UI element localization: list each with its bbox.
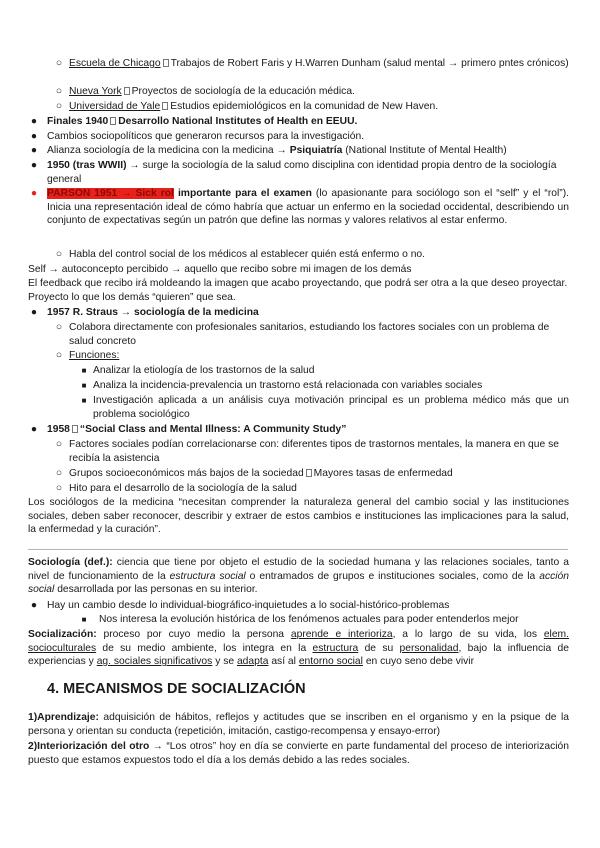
list-item: Investigación aplicada a un análisis cuya motivación principal es un problema médico más que un problema sociológico <box>93 395 569 420</box>
list-item: Nueva York Proyectos de sociología de la educación médica. <box>69 86 355 97</box>
hollow-bullet-icon: ○ <box>55 350 63 361</box>
paragraph-interiorizacion: 2)Interiorización del otro → “Los otros” hoy en día se convierte en parte fundamental del proceso de interiorización puesto que estamos expuestos todo el día a los demás debido a las redes sociales. <box>28 741 569 766</box>
definition-socializacion: Socialización: proceso por cuyo medio la persona aprende e interioriza, a lo largo de su vida, los elem. socioculturales de su medio ambiente, los integra en la estructura de su personalidad, bajo la influencia de experiencias y ag. sociales significativos y se adapta así al entorno social en cuyo seno debe vivir <box>28 629 569 668</box>
bullet-icon: ● <box>30 116 38 127</box>
square-bullet-icon: ■ <box>81 381 87 390</box>
square-bullet-icon: ■ <box>81 615 87 624</box>
hollow-bullet-icon: ○ <box>55 439 63 450</box>
list-item: Alianza sociología de la medicina con la medicina → Psiquiatría (National Institute of Mental Health) <box>47 145 507 156</box>
paragraph-aprendizaje: 1)Aprendizaje: adquisición de hábitos, reflejos y actitudes que se inscriben en el organismo y en la psique de la persona y orientan su conducta (repetición, imitación, castigo-recompensa y ensayo-error) <box>28 712 569 737</box>
hollow-bullet-icon: ○ <box>55 468 63 479</box>
bullet-icon: ● <box>30 424 38 435</box>
list-item: Grupos socioeconómicos más bajos de la sociedad Mayores tasas de enfermedad <box>69 468 453 479</box>
list-item: 1957 R. Straus → sociología de la medicina <box>47 307 259 318</box>
list-item: Hito para el desarrollo de la sociología de la salud <box>69 483 297 494</box>
missing-glyph-icon <box>306 469 312 477</box>
list-item: 1950 (tras WWII) → surge la sociología de la salud como disciplina con identidad propia dentro de la sociología general <box>47 160 557 185</box>
hollow-bullet-icon: ○ <box>55 86 63 97</box>
list-item: Finales 1940 Desarrollo National Institutes of Health en EEUU. <box>47 116 358 127</box>
list-item: Hay un cambio desde lo individual-biográfico-inquietudes a lo social-histórico-problemas <box>47 600 450 611</box>
hollow-bullet-icon: ○ <box>55 101 63 112</box>
list-item: Cambios sociopolíticos que generaron recursos para la investigación. <box>47 131 365 142</box>
quote-paragraph: Los sociólogos de la medicina “necesitan comprender la naturaleza general del cambio social y las instituciones sociales, deben saber reconocer, describir y extraer de estos cambios e instituciones las implicaciones para la salud, la enfermedad y la curación”. <box>28 497 569 536</box>
paragraph: El feedback que recibo irá moldeando la imagen que acabo proyectando, que podrá ser otra a la que deseo proyectar. Proyecto lo que los demás “quieren” que sea. <box>28 278 568 303</box>
list-item: Analizar la etiología de los trastornos de la salud <box>93 365 315 376</box>
paragraph: Self → autoconcepto percibido → aquello que recibo sobre mi imagen de los demás <box>28 264 412 275</box>
hollow-bullet-icon: ○ <box>55 249 63 260</box>
bullet-icon: ● <box>30 600 38 611</box>
square-bullet-icon: ■ <box>81 396 87 405</box>
bullet-icon: ● <box>30 160 38 171</box>
missing-glyph-icon <box>72 425 78 433</box>
missing-glyph-icon <box>110 117 116 125</box>
hollow-bullet-icon: ○ <box>55 322 63 333</box>
list-item: 1958 “Social Class and Mental Illness: A Community Study” <box>47 424 347 435</box>
list-item: Universidad de Yale Estudios epidemiológicos en la comunidad de New Haven. <box>69 101 439 112</box>
missing-glyph-icon <box>163 59 169 67</box>
list-item: Habla del control social de los médicos al establecer quién está enfermo o no. <box>69 249 426 260</box>
bullet-icon: ● <box>30 131 38 142</box>
bullet-icon: ● <box>30 307 38 318</box>
list-item: Factores sociales podían correlacionarse con: diferentes tipos de trastornos mentales, la manera en que se recibía la asistencia <box>69 439 559 464</box>
hollow-bullet-icon: ○ <box>55 483 63 494</box>
missing-glyph-icon <box>162 102 168 110</box>
missing-glyph-icon <box>124 87 130 95</box>
square-bullet-icon: ■ <box>81 366 87 375</box>
list-item: Escuela de Chicago Trabajos de Robert Faris y H.Warren Dunham (salud mental → primero pntes crónicos) <box>69 58 569 69</box>
hollow-bullet-icon: ○ <box>55 58 63 69</box>
list-item-parson: PARSON 1951 → Sick rol importante para el examen (lo apasionante para sociólogo son el “self” y el “rol”). Inicia una representación ideal de cómo habría que actuar un enfermo en la sociedad occidental, describiendo un conjunto de expectativas según un patrón que define las normas y valores relativos al estar enfermo. <box>47 188 569 227</box>
definition-sociologia: Sociología (def.): ciencia que tiene por objeto el estudio de la sociedad humana y las relaciones sociales, tanto a nivel de funcionamiento de la estructura social o entramados de grupos e instituciones sociales, como de la acción social desarrollada por las personas en su interior. <box>28 557 569 596</box>
list-item: Colabora directamente con profesionales sanitarios, estudiando los factores sociales con un problema de salud concreto <box>69 322 550 347</box>
bullet-icon: ● <box>30 188 38 199</box>
list-item: Analiza la incidencia-prevalencia un trastorno está relacionada con variables sociales <box>93 380 483 391</box>
section-heading: 4. MECANISMOS DE SOCIALIZACIÓN <box>47 681 306 697</box>
divider <box>28 549 568 550</box>
list-item: Funciones: <box>69 350 120 361</box>
bullet-icon: ● <box>30 145 38 156</box>
list-item: Nos interesa la evolución histórica de los fenómenos actuales para poder entenderlos mejor <box>99 614 519 625</box>
